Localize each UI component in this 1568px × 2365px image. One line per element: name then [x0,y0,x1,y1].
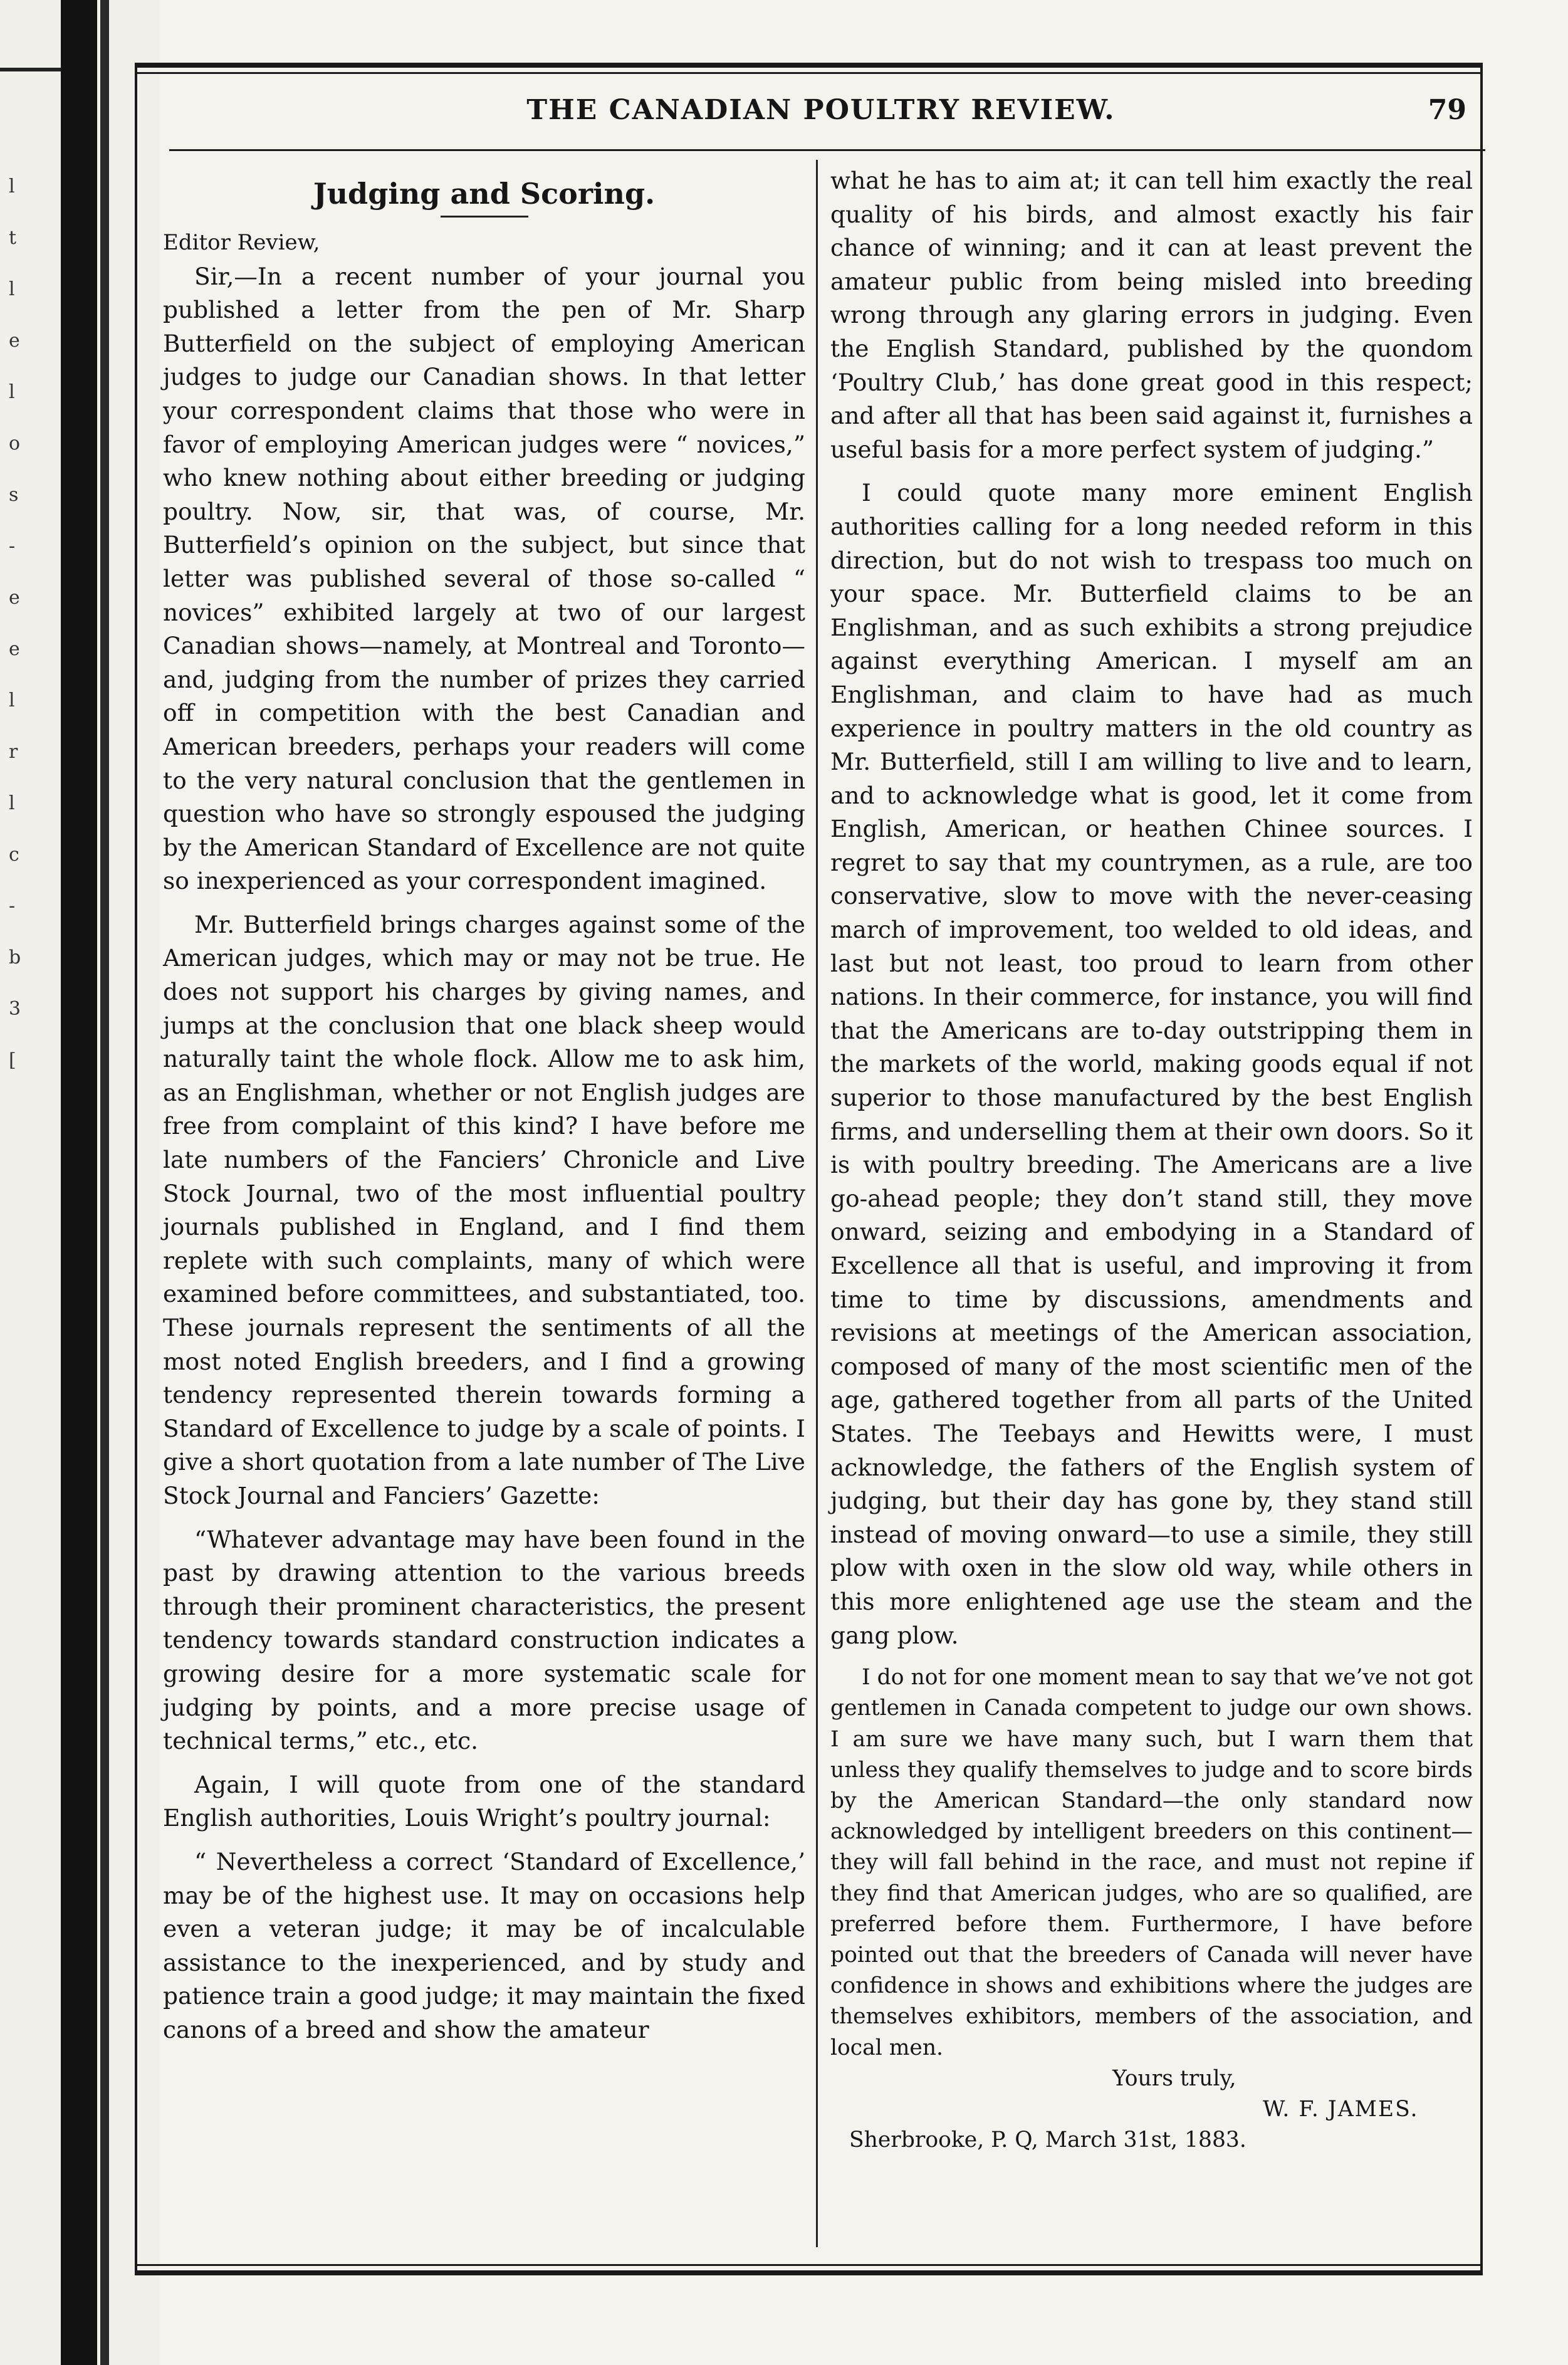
gutter-char: b [9,947,21,968]
quotation-continued: what he has to aim at; it can tell him exactly the real quality of his birds, and almost exactly his fair chance of winning; and it can at least prevent the amateur public from being misled into breeding wrong through any glaring errors in judging. Even the English Standard, published by the quondom ‘Poultry Club,’ has done great good in this respect; and after all that has been said against it, furnishes a useful basis for a more perfect system of judging.” [830,167,1473,463]
salutation: Editor Review, [163,230,320,255]
bottom-border-thin-rule [135,2264,1482,2266]
gutter-char: l [9,792,15,814]
running-head [163,94,1479,138]
top-border-rule [135,63,1482,68]
paragraph-charges: Mr. Butterfield brings charges against some of the American judges, which may or may not be true. He does not support his charges by giving names, and jumps at the conclusion that one black sheep would naturally taint the whole flock. Allow me to ask him, as an Englishman, whether or not English judges are free from complaint of this kind? I have before me late numbers of the Fanciers’ Chronicle and Live Stock Journal, two of the most influential poultry journals published in England, and I find them replete with such complaints, many of which were examined before committees, and substantiated, too. These journals represent the sentiments of all the most noted English breeders, and I find a growing tendency represented therein towards forming a Standard of Excellence to judge by a scale of points. I give a short quotation from a late number of The Live Stock Journal and Fanciers’ Gazette: [163,910,805,1509]
gutter-char: e [9,330,20,352]
gutter-char: o [9,433,21,454]
gutter-char: c [9,844,19,866]
paragraph-wright-intro: Again, I will quote from one of the standard English authorities, Louis Wright’s poultry journal: [163,1770,805,1832]
gutter-char: r [9,741,18,763]
left-column [163,164,805,2047]
article-heading: Judging and Scoring. [313,177,656,211]
quotation-gazette: “Whatever advantage may have been found in the past by drawing attention to the various breeds through their prominent characteristics, the present tendency towards standard construction indicates a growing desire for a more systematic scale for judging by points, and a more precise usage of technical terms,” etc., etc. [163,1525,805,1755]
gutter-char: e [9,587,20,609]
heading-divider [441,216,528,218]
paragraph-canada-judges: I do not for one moment mean to say that we’ve not got gentlemen in Canada competent to judge our own shows. I am sure we have many such, but I warn them that unless they qualify themselves to judge and to score birds by the American Standard—the only standard now acknowledged by intelligent breeders on this continent—they will fall behind in the race, and must not repine if they find that American judges, who are so qualified, are preferred before them. Furthermore, I have before pointed out that the breeders of Canada will never have confidence in shows and exhibitions where the judges are themselves exhibitors, members of the association, and local men. [830,1665,1473,2060]
closing: Yours truly, [1112,2065,1236,2091]
journal-title: THE CANADIAN POULTRY REVIEW. [526,94,1116,126]
gutter-char: l [9,381,15,403]
right-column [830,164,1473,2156]
signature: W. F. JAMES. [1263,2096,1419,2122]
dateline: Sherbrooke, P. Q, March 31st, 1883. [849,2127,1247,2153]
gutter-char: - [9,895,16,917]
gutter-char: s [9,484,19,506]
bottom-border-rule [135,2270,1482,2275]
gutter-char: - [9,535,16,557]
gutter-char: l [9,690,15,711]
column-divider [816,160,818,2247]
page-fold-mark [0,68,61,71]
gutter-char: 3 [9,998,21,1020]
gutter-char: [ [9,1049,16,1071]
gutter-char: t [9,227,17,249]
right-border-rule [1480,63,1483,2275]
left-border-rule [135,63,137,2275]
header-rule [169,149,1485,151]
paragraph-authorities: I could quote many more eminent English authorities calling for a long needed reform in this direction, but do not wish to trespass too much on your space. Mr. Butterfield claims to be an Englishman, and as such exhibits a strong prejudice against everything American. I myself am an Englishman, and claim to have had as much experience in poultry matters in the old country as Mr. Butterfield, still I am willing to live and to learn, and to acknowledge what is good, let it come from English, American, or heathen Chinee sources. I regret to say that my countrymen, as a rule, are too conservative, slow to move with the never-ceasing march of improvement, too welded to old ideas, and last but not least, too proud to learn from other nations. In their commerce, for instance, you will find that the Americans are to-day outstripping them in the markets of the world, making goods equal if not superior to those manufactured by the best English firms, and underselling them at their own doors. So it is with poultry breeding. The Americans are a live go-ahead people; they don’t stand still, they move onward, seizing and embodying in a Standard of Excellence all that is useful, and improving it from time to time by discussions, amendments and revisions at meetings of the American association, composed of many of the most scientific men of the age, gathered together from all parts of the United States. The Teebays and Hewitts were, I must acknowledge, the fathers of the English system of judging, but their day has gone by, they stand still instead of moving onward—to use a simile, they still plow with oxen in the slow old way, while others in this more enlightened age use the steam and the gang plow. [830,479,1473,1649]
top-border-thin-rule [135,72,1482,74]
gutter-char: e [9,638,20,660]
binding-shadow-edge [100,0,109,2365]
gutter-char: l [9,176,15,197]
quotation-wright: “ Nevertheless a correct ‘Standard of Excellence,’ may be of the highest use. It may on occasions help even a veteran judge; it may be of incalculable assistance to the inexperienced, and by study and patience train a good judge; it may maintain the fixed canons of a breed and show the amateur [163,1847,805,2043]
binding-shadow [61,0,97,2365]
paragraph-opening: Sir,—In a recent number of your journal you published a letter from the pen of Mr. Sharp Butterfield on the subject of employing American judges to judge our Canadian shows. In that letter your correspondent claims that those who were in favor of employing American judges were “ novices,” who knew nothing about either breeding or judging poultry. Now, sir, that was, of course, Mr. Butterfield’s opinion on the subject, but since that letter was published several of those so-called “ novices” exhibited largely at two of our largest Canadian shows—namely, at Montreal and Toronto—and, judging from the number of prizes they carried off in competition with the best Canadian and American breeders, perhaps your readers will come to the very natural conclusion that the gentlemen in question who have so strongly espoused the judging by the American Standard of Excellence are not quite so inexperienced as your correspondent imagined. [163,262,805,895]
page-number: 79 [1428,94,1466,126]
gutter-char: l [9,278,15,300]
